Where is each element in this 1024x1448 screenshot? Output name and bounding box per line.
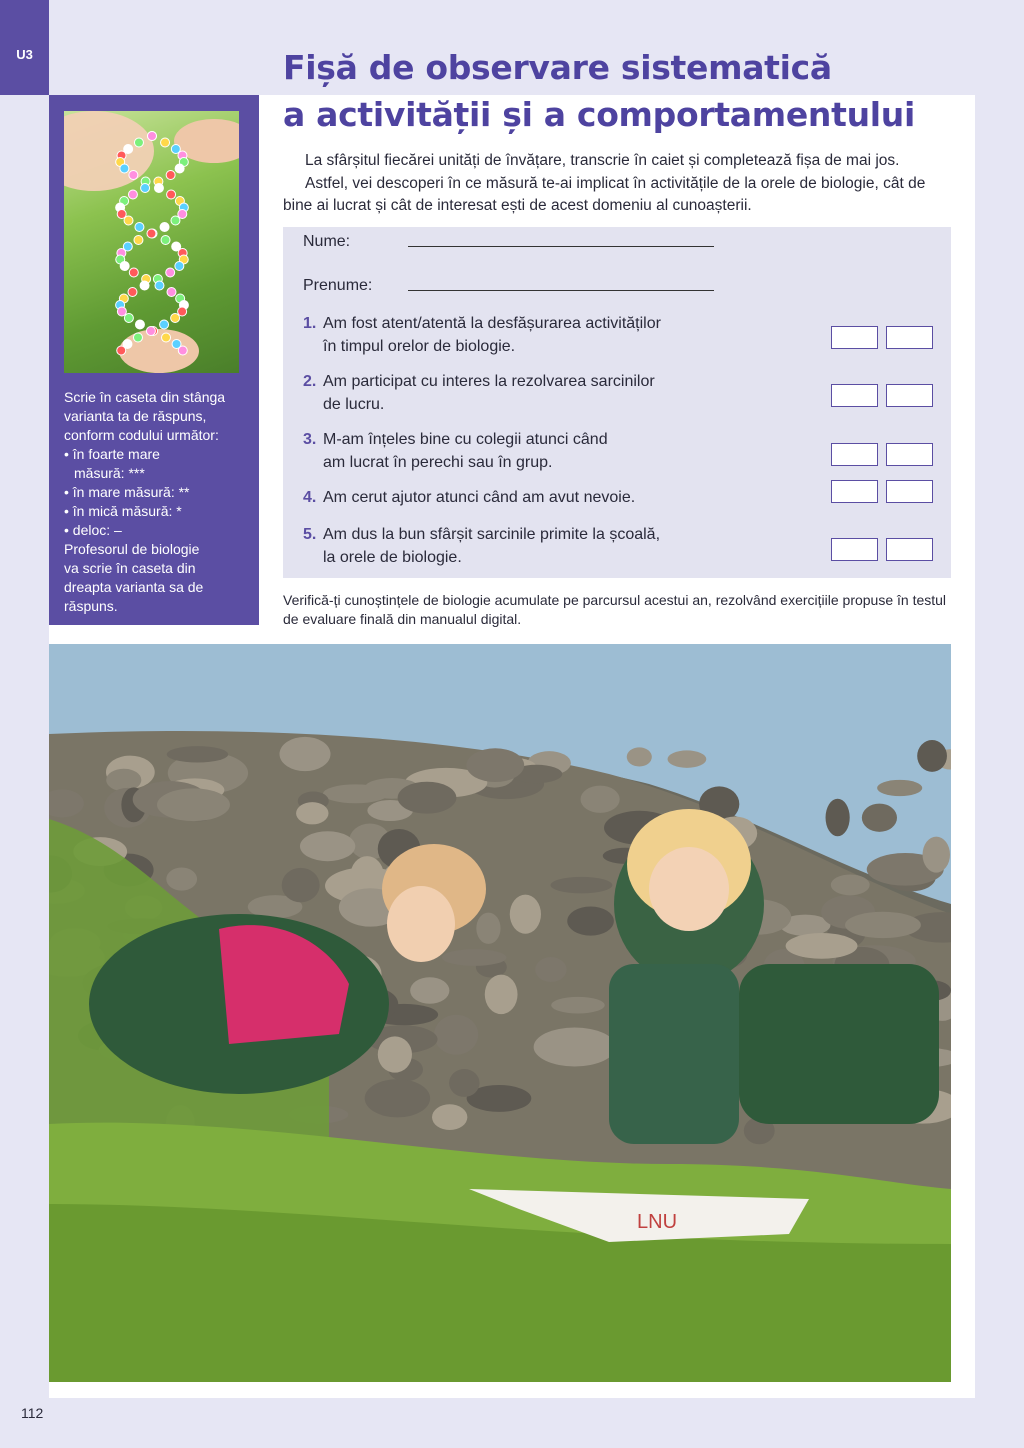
- item-text: am lucrat în perechi sau în grup.: [323, 453, 553, 471]
- sidebar-line: va scrie în caseta din: [64, 560, 196, 576]
- dna-bead: [135, 320, 144, 329]
- dna-bead: [160, 223, 169, 232]
- sidebar-line: dreapta varianta sa de: [64, 579, 204, 595]
- rock-shape: [323, 784, 388, 803]
- surname-label: Prenume:: [303, 277, 373, 294]
- rock-shape: [279, 737, 330, 771]
- dna-bead: [171, 216, 180, 225]
- dna-bead: [160, 320, 169, 329]
- unit-badge: [0, 0, 49, 95]
- dna-bead: [155, 281, 164, 290]
- dna-bead: [175, 164, 184, 173]
- student-answer-box[interactable]: [831, 443, 878, 466]
- dna-bead: [166, 171, 175, 180]
- rock-shape: [551, 997, 604, 1014]
- rock-shape: [442, 949, 507, 966]
- item-text: Am participat cu interes la rezolvarea sarcinilor: [323, 373, 655, 390]
- sidebar-line: • deloc: –: [64, 522, 122, 538]
- verify-note: Verifică-ți cunoștințele de biologie acumulate pe parcursul acestui an, rezolvând exercițiile propuse în testul de evaluare finală din manualul digital.: [283, 592, 947, 627]
- rock-shape: [831, 874, 870, 895]
- form-item: [303, 429, 723, 474]
- dna-bead: [140, 281, 149, 290]
- item-number: 5.: [303, 526, 317, 543]
- rock-shape: [449, 1069, 479, 1097]
- item-number: 2.: [303, 373, 317, 390]
- dna-bead: [167, 288, 176, 297]
- rock-shape: [434, 1015, 478, 1055]
- student-answer-box[interactable]: [831, 538, 878, 561]
- dna-bead: [166, 268, 175, 277]
- rock-shape: [300, 831, 355, 861]
- teacher-answer-box[interactable]: [886, 538, 933, 561]
- rock-shape: [432, 1104, 467, 1130]
- rock-shape: [167, 746, 228, 762]
- surname-field[interactable]: [408, 290, 714, 291]
- rock-shape: [398, 782, 457, 814]
- sidebar-line: Scrie în caseta din stânga: [64, 389, 226, 405]
- dna-bead: [141, 184, 150, 193]
- sidebar-line: răspuns.: [64, 598, 118, 614]
- dna-bead: [133, 333, 142, 342]
- dna-bead: [135, 223, 144, 232]
- dna-bead: [129, 171, 138, 180]
- intro-paragraph-1: La sfârșitul fiecărei unități de învățare, transcrie în caiet și completează fișa de mai jos.: [305, 152, 900, 169]
- dna-bead: [120, 164, 129, 173]
- unit-label: U3: [16, 47, 33, 62]
- dna-bead: [162, 333, 171, 342]
- dna-bead: [147, 229, 156, 238]
- rock-shape: [923, 837, 950, 873]
- item-number: 3.: [303, 431, 317, 448]
- form-item: [303, 524, 723, 569]
- form-item: [303, 313, 723, 358]
- item-text: Am cerut ajutor atunci când am avut nevoie.: [323, 489, 636, 506]
- dna-bead: [117, 307, 126, 316]
- item-text: M-am înțeles bine cu colegii atunci când: [323, 431, 608, 448]
- dna-bead: [148, 132, 157, 141]
- rock-shape: [845, 912, 921, 938]
- rock-shape: [510, 895, 541, 934]
- rock-shape: [378, 1036, 412, 1072]
- title-line-2: a activității și a comportamentului: [283, 95, 916, 134]
- rock-shape: [877, 780, 922, 796]
- dna-bead: [161, 138, 170, 147]
- page-title: [283, 44, 915, 138]
- item-number: 1.: [303, 315, 317, 332]
- answer-boxes: [831, 326, 933, 349]
- rock-shape: [365, 1079, 430, 1117]
- observation-form: [283, 227, 951, 578]
- students-field-photo: [49, 644, 951, 1382]
- sidebar-line: • în mare măsură: **: [64, 484, 190, 500]
- student-answer-box[interactable]: [831, 384, 878, 407]
- item-text: Am dus la bun sfârșit sarcinile primite la școală,: [323, 526, 661, 543]
- answer-boxes: [831, 480, 933, 503]
- page-number: 112: [21, 1405, 44, 1421]
- item-number: 4.: [303, 489, 317, 506]
- rock-shape: [567, 906, 614, 935]
- dna-bead: [171, 314, 180, 323]
- dna-bead: [120, 262, 129, 271]
- dna-bead: [167, 190, 176, 199]
- teacher-answer-box[interactable]: [886, 443, 933, 466]
- rock-shape: [551, 877, 613, 894]
- rock-shape: [296, 802, 328, 824]
- rock-shape: [534, 1027, 616, 1066]
- answer-boxes: [831, 384, 933, 407]
- teacher-answer-box[interactable]: [886, 384, 933, 407]
- intro-text: [283, 150, 958, 218]
- dna-bead: [124, 314, 133, 323]
- dna-bead: [178, 307, 187, 316]
- dna-bead: [117, 346, 126, 355]
- title-line-1: Fișă de observare sistematică: [283, 48, 832, 87]
- sidebar-line: măsură: ***: [74, 465, 145, 481]
- answer-boxes: [831, 443, 933, 466]
- dna-bead: [146, 327, 155, 336]
- rock-shape: [581, 786, 620, 813]
- dna-bead: [134, 236, 143, 245]
- dna-bead: [161, 236, 170, 245]
- item-text: la orele de biologie.: [323, 548, 462, 566]
- rock-shape: [485, 975, 518, 1014]
- name-label: Nume:: [303, 233, 351, 250]
- student-answer-box[interactable]: [831, 326, 878, 349]
- rock-shape: [826, 799, 850, 837]
- rock-shape: [786, 933, 858, 959]
- dna-bead: [128, 288, 137, 297]
- dna-bead: [134, 138, 143, 147]
- answer-boxes: [831, 538, 933, 561]
- sidebar-line: • în mică măsură: *: [64, 503, 182, 519]
- sidebar-line: Profesorul de biologie: [64, 541, 200, 557]
- rock-shape: [627, 747, 652, 766]
- tray-label: LNU: [637, 1211, 678, 1233]
- dna-bead: [124, 216, 133, 225]
- dna-bead: [154, 184, 163, 193]
- teacher-answer-box[interactable]: [886, 480, 933, 503]
- item-text: Am fost atent/atentă la desfășurarea activităților: [323, 315, 661, 332]
- rock-shape: [862, 804, 897, 832]
- intro-paragraph-2: Astfel, vei descoperi în ce măsură te-ai implicat în activitățile de la orele de biologie, cât de bine ai lucrat și cât de interesat ești de acest domeniu al cunoașterii.: [283, 174, 926, 214]
- sidebar-line: varianta ta de răspuns,: [64, 408, 207, 424]
- sidebar-line: conform codului următor:: [64, 427, 219, 443]
- dna-bead: [128, 190, 137, 199]
- rock-shape: [157, 788, 230, 821]
- rock-shape: [166, 867, 197, 890]
- item-text: în timpul orelor de biologie.: [323, 337, 516, 355]
- sidebar-line: • în foarte mare: [64, 446, 160, 462]
- student-answer-box[interactable]: [831, 480, 878, 503]
- name-field[interactable]: [408, 246, 714, 247]
- rock-shape: [668, 750, 707, 767]
- rock-shape: [410, 977, 449, 1003]
- dna-bead: [175, 262, 184, 271]
- rock-shape: [466, 748, 524, 782]
- form-item: [303, 487, 723, 510]
- form-item: [303, 371, 723, 416]
- dna-model-photo: [64, 111, 239, 373]
- teacher-answer-box[interactable]: [886, 326, 933, 349]
- item-text: de lucru.: [323, 395, 385, 413]
- rock-shape: [282, 868, 320, 903]
- rock-shape: [917, 740, 947, 772]
- dna-bead: [129, 268, 138, 277]
- rock-shape: [535, 957, 566, 982]
- dna-bead: [178, 346, 187, 355]
- rock-shape: [476, 913, 500, 944]
- sidebar-instructions: [64, 388, 254, 616]
